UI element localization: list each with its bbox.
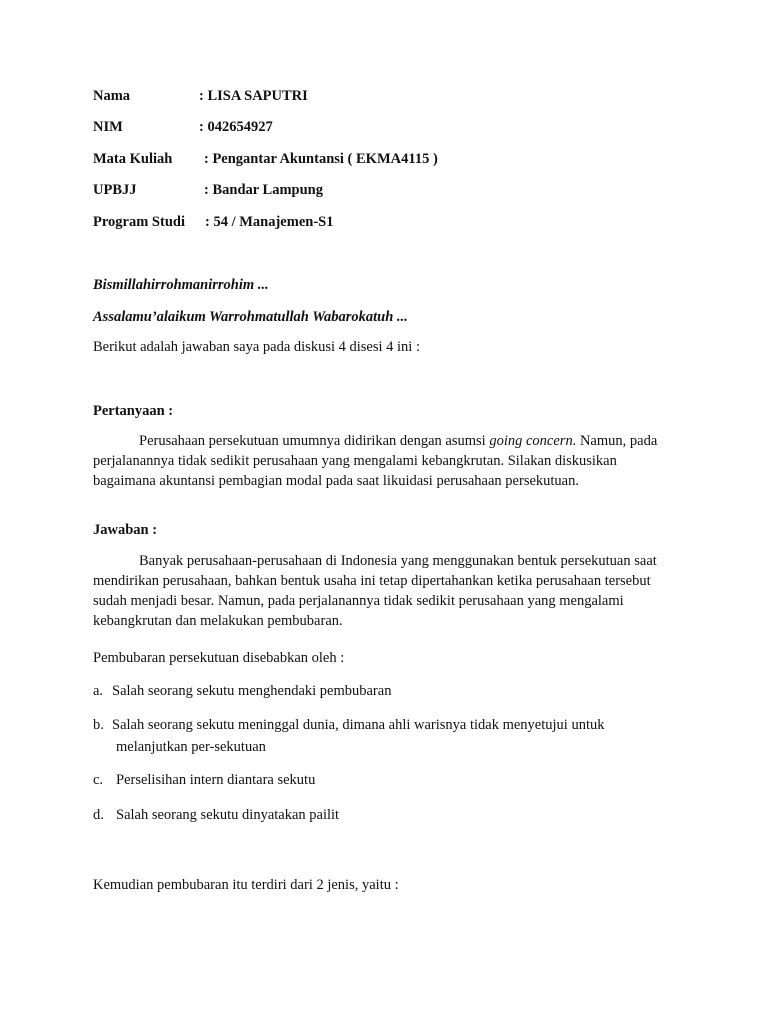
- nama-label: Nama: [93, 88, 131, 104]
- list-marker: b.: [93, 717, 104, 733]
- basmalah: Bismillahirrohmanirrohim ...: [93, 277, 269, 293]
- program-studi-value: : 54 / Manajemen-S1: [205, 214, 334, 230]
- upbjj-value: : Bandar Lampung: [204, 182, 323, 198]
- answer-heading: Jawaban :: [93, 522, 158, 538]
- answer-paragraph: Banyak perusahaan-perusahaan di Indonesia yang menggunakan bentuk persekutuan saat mendirikan perusahaan, bahkan bentuk usaha ini tetap dipertahankan ketika perusahaan tersebut sudah menjadi besar. Namun, pada perjalanannya tidak sedikit perusahaan yang mengalami kebangkrutan dan melakukan pembubaran.: [93, 553, 657, 629]
- list-item: Salah seorang sekutu meninggal dunia, dimana ahli warisnya tidak menyetujui untuk: [112, 717, 605, 733]
- nim-label: NIM: [93, 119, 123, 135]
- question-paragraph: [93, 431, 675, 491]
- mata-kuliah-label: Mata Kuliah: [93, 151, 173, 167]
- types-intro: Kemudian pembubaran itu terdiri dari 2 jenis, yaitu :: [93, 877, 399, 893]
- salam: Assalamu’alaikum Warrohmatullah Wabarokatuh ...: [93, 309, 408, 325]
- program-studi-label: Program Studi: [93, 214, 185, 230]
- list-item: Salah seorang sekutu dinyatakan pailit: [116, 807, 340, 823]
- list-marker: a.: [93, 683, 104, 699]
- list-item: Salah seorang sekutu menghendaki pembubaran: [112, 683, 392, 699]
- list-item: Perselisihan intern diantara sekutu: [116, 772, 316, 788]
- intro-text: Berikut adalah jawaban saya pada diskusi 4 disesi 4 ini :: [93, 339, 420, 355]
- upbjj-label: UPBJJ: [93, 182, 137, 198]
- list-marker: d.: [93, 807, 104, 823]
- question-text-italic: going concern.: [489, 433, 577, 449]
- causes-intro: Pembubaran persekutuan disebabkan oleh :: [93, 650, 345, 666]
- list-marker: c.: [93, 772, 104, 788]
- question-heading: Pertanyaan :: [93, 403, 174, 419]
- mata-kuliah-value: : Pengantar Akuntansi ( EKMA4115 ): [204, 151, 438, 167]
- question-text-start: Perusahaan persekutuan umumnya didirikan dengan asumsi: [139, 433, 490, 449]
- question-text-end: Namun, pada perjalanannya tidak sedikit perusahaan yang mengalami kebangkrutan. Silakan diskusikan bagaimana akuntansi pembagian modal pada saat likuidasi perusahaan persekutuan.: [93, 433, 658, 489]
- list-item-continuation: melanjutkan per-sekutuan: [116, 739, 266, 755]
- nim-value: : 042654927: [199, 119, 273, 135]
- nama-value: : LISA SAPUTRI: [199, 88, 308, 104]
